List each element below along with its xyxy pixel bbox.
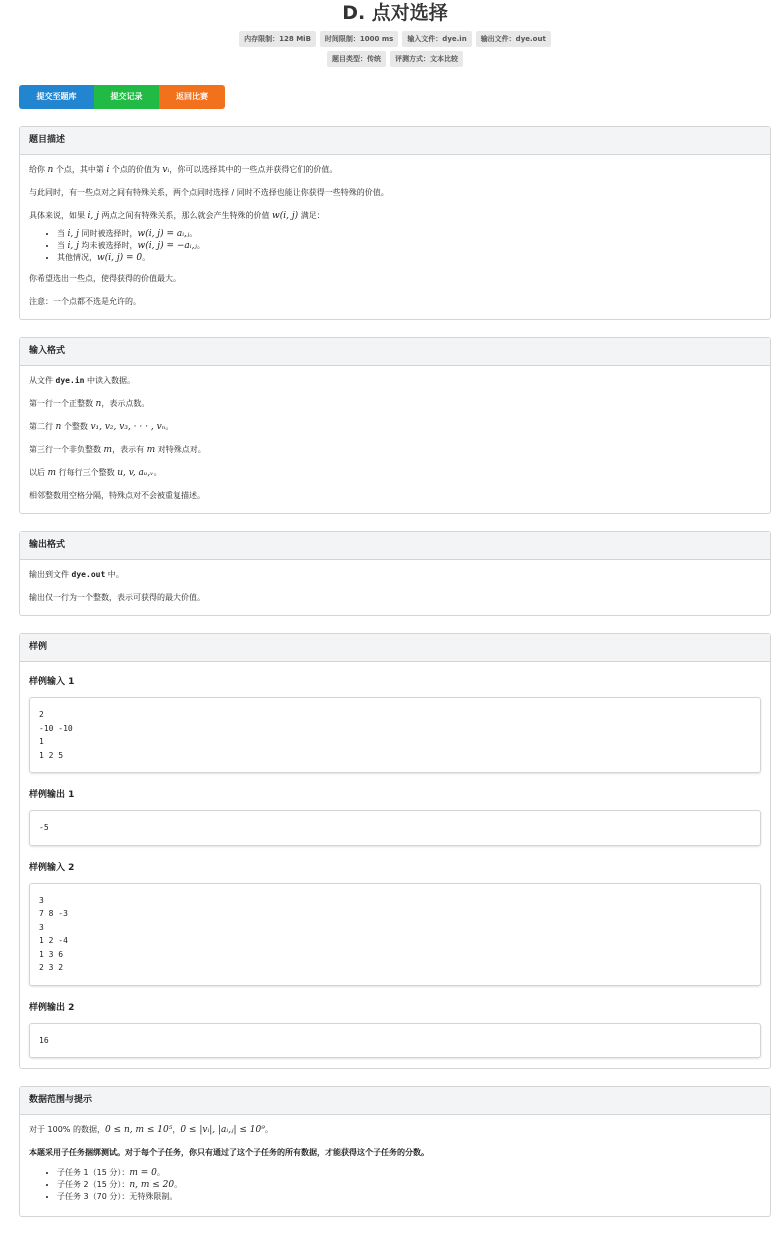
input-filename: dye.in — [55, 376, 85, 385]
text: 个点，其中第 — [53, 165, 107, 174]
text: ，表示点数。 — [101, 399, 150, 408]
sample-output-2[interactable]: 16 — [29, 1023, 761, 1059]
input-format-header: 输入格式 — [20, 338, 770, 366]
meta-row-2 — [19, 51, 771, 67]
text: 对于 100% 的数据， — [29, 1125, 105, 1134]
description-paragraph — [29, 163, 761, 177]
input-line — [29, 420, 761, 434]
submit-button[interactable]: 提交至题库 — [19, 85, 94, 109]
text: 子任务 1（15 分）： — [57, 1168, 130, 1177]
math-ij: i, j — [67, 241, 79, 251]
sample-output-2-title: 样例输出 2 — [29, 1002, 75, 1013]
sample-input-2[interactable]: 3 7 8 -3 3 1 2 -4 1 3 6 2 3 2 — [29, 883, 761, 986]
sample-input-1-title: 样例输入 1 — [29, 677, 75, 687]
math-formula: w(i, j) = −aᵢ,ⱼ — [137, 241, 197, 251]
text: ， — [172, 1125, 181, 1134]
text: 两点之间有特殊关系，那么就会产生特殊的价值 — [98, 211, 273, 220]
sample-input-1[interactable]: 2 -10 -10 1 1 2 5 — [29, 697, 761, 773]
text: 个点的价值为 — [109, 165, 163, 174]
math-n: n — [47, 165, 54, 175]
text: 给你 — [29, 165, 48, 174]
samples-panel — [19, 633, 771, 1069]
text: 从文件 — [29, 376, 56, 385]
samples-header: 样例 — [20, 634, 770, 662]
action-buttons — [19, 85, 771, 109]
description-paragraph: 你希望选出一些点，使得获得的价值最大。 — [29, 274, 181, 283]
math-wij: w(i, j) — [272, 211, 299, 221]
math-formula: w(i, j) = 0 — [97, 253, 143, 263]
text: 当 — [57, 229, 68, 238]
text: 。 — [165, 422, 174, 431]
problem-type-badge: 题目类型：传统 — [327, 51, 386, 67]
subtask-note: 本题采用子任务捆绑测试。对于每个子任务，你只有通过了这个子任务的所有数据，才能获得这个子任务的分数。 — [29, 1148, 429, 1157]
output-line — [29, 568, 761, 582]
description-panel — [19, 126, 771, 320]
list-item — [57, 1179, 761, 1191]
input-file-badge: 输入文件：dye.in — [402, 31, 471, 47]
math-formula: m = 0 — [129, 1168, 157, 1178]
judge-method-badge: 评测方式：文本比较 — [390, 51, 463, 67]
math-m: m — [103, 445, 113, 455]
text: 子任务 2（15 分）： — [57, 1180, 130, 1189]
text: 以后 — [29, 468, 48, 477]
text: 中。 — [105, 570, 124, 579]
submission-records-button[interactable]: 提交记录 — [94, 85, 159, 109]
text: 。 — [264, 1125, 273, 1134]
math-range: 0 ≤ n, m ≤ 10⁵ — [104, 1125, 173, 1135]
description-paragraph — [29, 209, 761, 223]
input-line: 相邻整数用空格分隔，特殊点对不会被重复描述。 — [29, 491, 205, 500]
text: 。 — [156, 1168, 165, 1177]
description-paragraph: 与此同时，有一些点对之间有特殊关系，两个点同时选择 / 同时不选择也能让你获得一些特殊的价值。 — [29, 188, 389, 197]
text: 。 — [189, 229, 198, 238]
output-file-badge: 输出文件：dye.out — [476, 31, 551, 47]
text: 。 — [153, 468, 162, 477]
math-formula: w(i, j) = aᵢ,ⱼ — [137, 229, 190, 239]
constraints-panel — [19, 1086, 771, 1217]
text: 。 — [174, 1180, 183, 1189]
text: 当 — [57, 241, 68, 250]
text: 第三行一个非负整数 — [29, 445, 104, 454]
page-title: D. 点对选择 — [342, 2, 448, 24]
input-line — [29, 374, 761, 388]
text: 第一行一个正整数 — [29, 399, 96, 408]
memory-limit-badge: 内存限制：128 MiB — [239, 31, 316, 47]
description-header: 题目描述 — [20, 127, 770, 155]
math-m: m — [146, 445, 156, 455]
output-filename: dye.out — [71, 570, 106, 579]
math-formula: n, m ≤ 20 — [129, 1180, 175, 1190]
output-format-header: 输出格式 — [20, 532, 770, 560]
text: 。 — [196, 241, 205, 250]
math-ij: i, j — [87, 211, 99, 221]
math-n: n — [55, 422, 62, 432]
sample-output-1[interactable]: -5 — [29, 810, 761, 846]
problem-page — [19, 0, 771, 1217]
constraints-header: 数据范围与提示 — [20, 1087, 770, 1115]
math-i: i — [106, 165, 110, 175]
text: 输出到文件 — [29, 570, 72, 579]
sample-input-2-title: 样例输入 2 — [29, 862, 75, 873]
math-range: 0 ≤ |vᵢ|, |aᵢ,ⱼ| ≤ 10⁹ — [180, 1125, 265, 1135]
input-line — [29, 397, 761, 411]
math-vi: vᵢ — [162, 165, 170, 175]
text: ，表示有 — [112, 445, 147, 454]
list-item: • 子任务 3（70 分）：无特殊限制。 — [57, 1191, 761, 1202]
input-line — [29, 443, 761, 457]
text: 第二行 — [29, 422, 56, 431]
list-item — [57, 240, 761, 252]
math-n: n — [95, 399, 102, 409]
text: 个整数 — [61, 422, 91, 431]
math-ij: i, j — [67, 229, 79, 239]
back-to-contest-button[interactable]: 返回比赛 — [159, 85, 225, 109]
text: 对特殊点对。 — [155, 445, 206, 454]
text: ，你可以选择其中的一些点并获得它们的价值。 — [169, 165, 338, 174]
math-v-list: v₁, v₂, v₃, · · · , vₙ — [90, 422, 166, 432]
condition-list — [29, 228, 761, 264]
text: 中读入数据。 — [84, 376, 135, 385]
constraints-line — [29, 1123, 761, 1137]
constraints-body — [20, 1115, 770, 1216]
output-format-body — [20, 560, 770, 615]
text: 同时被选择时， — [78, 229, 138, 238]
subtask-list — [29, 1167, 761, 1202]
sample-output-1-title: 样例输出 1 — [29, 790, 75, 800]
text: 行每行三个整数 — [56, 468, 118, 477]
text: 具体来说，如果 — [29, 211, 88, 220]
time-limit-badge: 时间限制：1000 ms — [320, 31, 398, 47]
input-format-body — [20, 366, 770, 513]
output-line: 输出仅一行为一个整数，表示可获得的最大价值。 — [29, 593, 205, 602]
list-item — [57, 252, 761, 264]
text: 。 — [142, 253, 151, 262]
list-item — [57, 1167, 761, 1179]
description-body — [20, 155, 770, 319]
text: 均未被选择时， — [78, 241, 138, 250]
text: 满足： — [298, 211, 325, 220]
input-line — [29, 466, 761, 480]
math-uva: u, v, aᵤ,ᵥ — [117, 468, 154, 478]
samples-body — [20, 662, 770, 1068]
output-format-panel — [19, 531, 771, 616]
math-m: m — [47, 468, 57, 478]
text: 其他情况， — [57, 253, 97, 262]
meta-row-1 — [19, 31, 771, 47]
description-paragraph: 注意：一个点都不选是允许的。 — [29, 297, 141, 306]
input-format-panel — [19, 337, 771, 514]
list-item — [57, 228, 761, 240]
